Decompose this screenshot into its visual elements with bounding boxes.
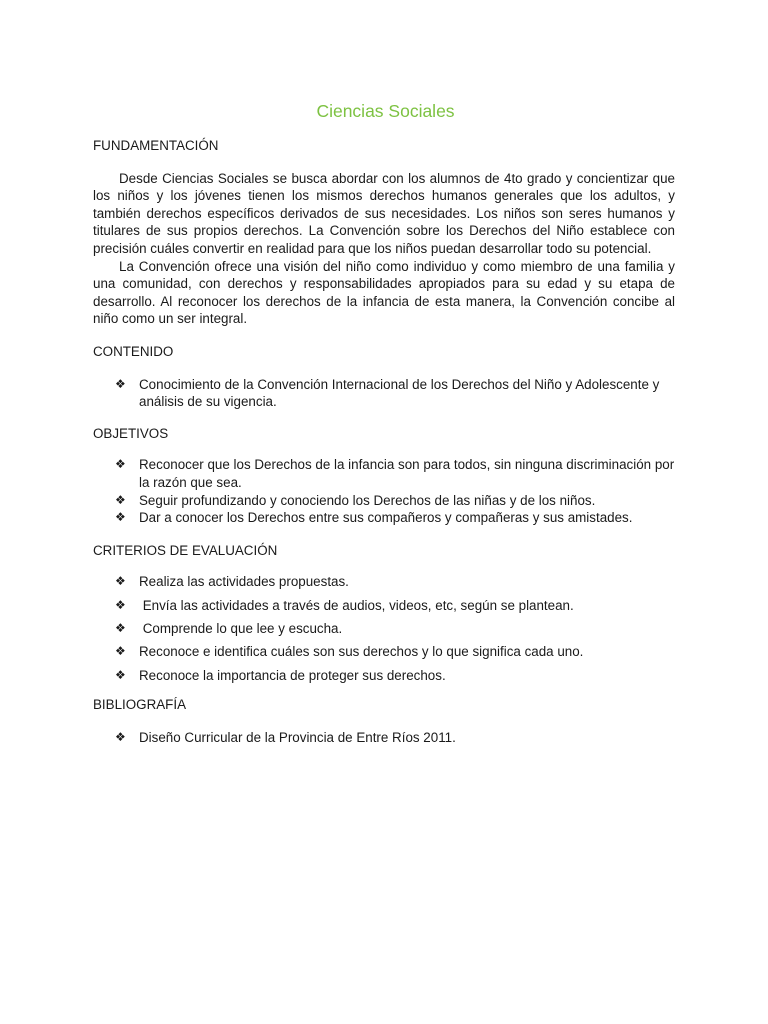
list-item: [93, 597, 675, 615]
section-heading-criterios: CRITERIOS DE EVALUACIÓN: [93, 542, 278, 558]
bibliografia-list: [93, 729, 675, 747]
list-item-text: Reconoce e identifica cuáles son sus derechos y lo que significa cada uno.: [139, 644, 584, 660]
diamond-bullet-icon: ❖: [115, 667, 126, 682]
fundamentacion-body: [93, 170, 675, 328]
criterios-list: [93, 573, 675, 684]
paragraph: La Convención ofrece una visión del niño como individuo y como miembro de una familia y una comunidad, con derechos y responsabilidades apropiados para su edad y su etapa de desarrollo. Al reconocer los derechos de la infancia de esta manera, la Convención concibe al niño como un ser integral.: [93, 258, 675, 327]
list-item-text: Seguir profundizando y conociendo los Derechos de las niñas y de los niños.: [139, 492, 596, 508]
paragraph: Desde Ciencias Sociales se busca abordar con los alumnos de 4to grado y concientizar que los niños y los jóvenes tienen los mismos derechos humanos generales que los adultos, y también derechos específicos derivados de sus necesidades. Los niños son seres humanos y titulares de sus propios derechos. La Convención sobre los Derechos del Niño establece con precisión cuáles convertir en realidad para que los niños puedan desarrollar todo su potencial.: [93, 170, 675, 256]
list-item: [93, 643, 675, 661]
document-title: Ciencias Sociales: [316, 101, 455, 121]
list-item-text: Reconoce la importancia de proteger sus derechos.: [139, 667, 446, 683]
list-item: [93, 573, 675, 591]
diamond-bullet-icon: ❖: [115, 597, 126, 612]
section-heading-objetivos: OBJETIVOS: [93, 425, 169, 441]
diamond-bullet-icon: ❖: [115, 730, 126, 745]
list-item: [93, 509, 675, 527]
objetivos-list: [93, 456, 675, 526]
diamond-bullet-icon: ❖: [115, 621, 126, 636]
list-item: [93, 620, 675, 638]
list-item: [93, 667, 675, 685]
list-item-text: Dar a conocer los Derechos entre sus compañeros y compañeras y sus amistades.: [139, 510, 633, 526]
diamond-bullet-icon: ❖: [115, 457, 126, 472]
list-item-text: Conocimiento de la Convención Internacional de los Derechos del Niño y Adolescente y análisis de su vigencia.: [139, 376, 660, 410]
list-item: [93, 729, 675, 747]
list-item-text: Diseño Curricular de la Provincia de Entre Ríos 2011.: [139, 730, 456, 746]
list-item-text: Reconocer que los Derechos de la infancia son para todos, sin ninguna discriminación por la razón que sea.: [139, 457, 675, 490]
section-heading-contenido: CONTENIDO: [93, 343, 174, 359]
section-heading-fundamentacion: FUNDAMENTACIÓN: [93, 138, 219, 153]
diamond-bullet-icon: ❖: [115, 644, 126, 659]
document-page: [93, 100, 675, 747]
list-item-text: Realiza las actividades propuestas.: [139, 574, 349, 590]
diamond-bullet-icon: ❖: [115, 510, 126, 525]
section-heading-bibliografia: BIBLIOGRAFÍA: [93, 697, 187, 713]
list-item: [93, 456, 675, 491]
contenido-list: [93, 376, 675, 411]
list-item-text: Envía las actividades a través de audios, videos, etc, según se plantean.: [139, 597, 574, 613]
diamond-bullet-icon: ❖: [115, 574, 126, 589]
list-item: [93, 492, 675, 510]
list-item: [93, 376, 675, 411]
list-item-text: Comprende lo que lee y escucha.: [139, 621, 343, 637]
diamond-bullet-icon: ❖: [115, 376, 126, 391]
diamond-bullet-icon: ❖: [115, 492, 126, 507]
